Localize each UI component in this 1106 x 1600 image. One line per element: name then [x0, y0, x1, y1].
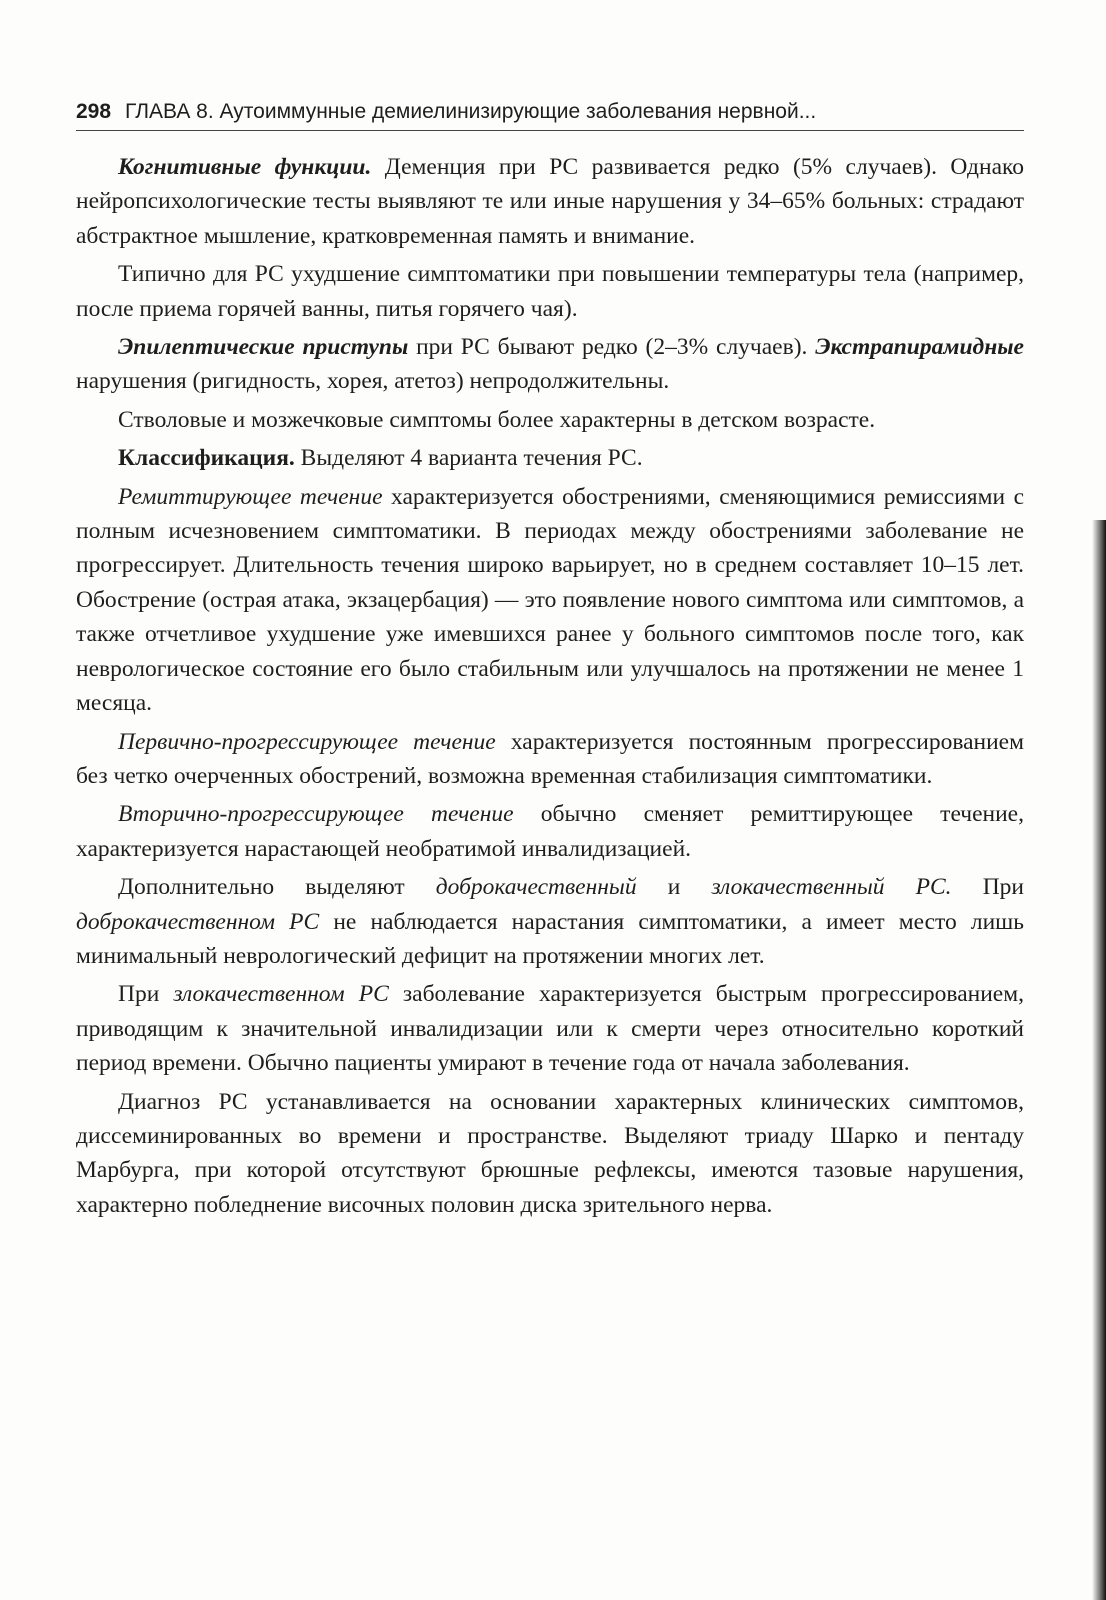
- scan-edge-shadow: [1092, 520, 1106, 1600]
- paragraph-text: характеризуется постоянным прогрессированием без четко очерченных обострений, возможна временная стабилизация симптоматики.: [76, 728, 1024, 789]
- paragraph-brainstem: [76, 403, 1024, 437]
- paragraph-text: Диагноз РС устанавливается на основании характерных клинических симптомов, диссеминированных во времени и пространстве. Выделяют триаду Шарко и пентаду Марбурга, при которой отсутствуют брюшные рефлексы, имеются тазовые нарушения, характерно побледнение височных половин диска зрительного нерва.: [76, 1088, 1024, 1218]
- paragraph-diagnosis: [76, 1085, 1024, 1223]
- paragraph-cognitive: [76, 150, 1024, 253]
- paragraph-text: Деменция при РС развивается редко (5% случаев). Однако нейропсихологические тесты выявляют те или иные нарушения у 34–65% больных: страдают абстрактное мышление, кратковременная память и внимание.: [76, 154, 1024, 249]
- term-remitting: Ремиттирующее течение: [118, 483, 383, 510]
- term-benign: доброкачественный: [435, 874, 637, 901]
- paragraph-text: Типично для РС ухудшение симптоматики при повышении температуры тела (например, после приема горячей ванны, питья горячего чая).: [76, 261, 1024, 322]
- paragraph-classification: [76, 441, 1024, 475]
- paragraph-text: обычно сменяет ремиттирующее течение, характеризуется нарастающей необратимой инвалидизацией.: [76, 801, 1024, 862]
- paragraph-text: При: [118, 981, 174, 1008]
- paragraph-temperature: [76, 257, 1024, 326]
- term-epilepsy: Эпилептические приступы: [118, 334, 409, 361]
- paragraph-text: характеризуется обострениями, сменяющимися ремиссиями с полным исчезновением симптоматики. В периодах между обострениями заболевание не прогрессирует. Длительность течения широко варьирует, но в среднем составляет 10–15 лет. Обострение (острая атака, экзацербация) — это появление нового симптома или симптомов, а также отчетливое ухудшение уже имевшихся ранее у больного симптомов после того, как неврологическое состояние его было стабильным или улучшалось на протяжении не менее 1 месяца.: [76, 483, 1024, 717]
- page-body: [76, 150, 1024, 1226]
- paragraph-text: Дополнительно выделяют: [118, 874, 436, 901]
- paragraph-text: не наблюдается нарастания симптоматики, а имеет место лишь минимальный неврологический дефицит на протяжении многих лет.: [76, 908, 1024, 969]
- term-malignant: злокачественный РС.: [711, 874, 952, 901]
- term-classification: Классификация.: [118, 445, 295, 472]
- paragraph-primary-progressive: [76, 725, 1024, 794]
- term-benign-ms: доброкачественном РС: [76, 908, 320, 935]
- paragraph-text: Выделяют 4 варианта течения РС.: [294, 445, 643, 472]
- paragraph-epilepsy: [76, 330, 1024, 399]
- paragraph-malignant-ms: [76, 977, 1024, 1080]
- term-primary-progressive: Первично-прогрессирующее течение: [118, 728, 496, 755]
- term-malignant-ms: злокачественном РС: [173, 981, 389, 1008]
- chapter-title: ГЛАВА 8. Аутоиммунные демиелинизирующие заболевания нервной...: [125, 100, 817, 123]
- paragraph-secondary-progressive: [76, 797, 1024, 866]
- term-secondary-progressive: Вторично-прогрессирующее течение: [118, 801, 514, 828]
- paragraph-benign-malignant: [76, 870, 1024, 973]
- paragraph-text: при РС бывают редко (2–3% случаев).: [408, 334, 816, 361]
- paragraph-text: и: [636, 874, 712, 901]
- paragraph-remitting: [76, 480, 1024, 721]
- term-extrapyramidal: Экстрапирамидные: [815, 334, 1024, 361]
- term-cognitive: Когнитивные функции.: [118, 154, 372, 180]
- running-header: [76, 98, 1024, 131]
- paragraph-text: заболевание характеризуется быстрым прогрессированием, приводящим к значительной инвалидизации или к смерти через относительно короткий период времени. Обычно пациенты умирают в течение года от начала заболевания.: [76, 981, 1024, 1077]
- paragraph-text: Стволовые и мозжечковые симптомы более характерны в детском возрасте.: [118, 406, 876, 433]
- paragraph-text: При: [951, 874, 1024, 901]
- page-number: 298: [76, 100, 112, 123]
- paragraph-text: нарушения (ригидность, хорея, атетоз) непродолжительны.: [76, 368, 670, 395]
